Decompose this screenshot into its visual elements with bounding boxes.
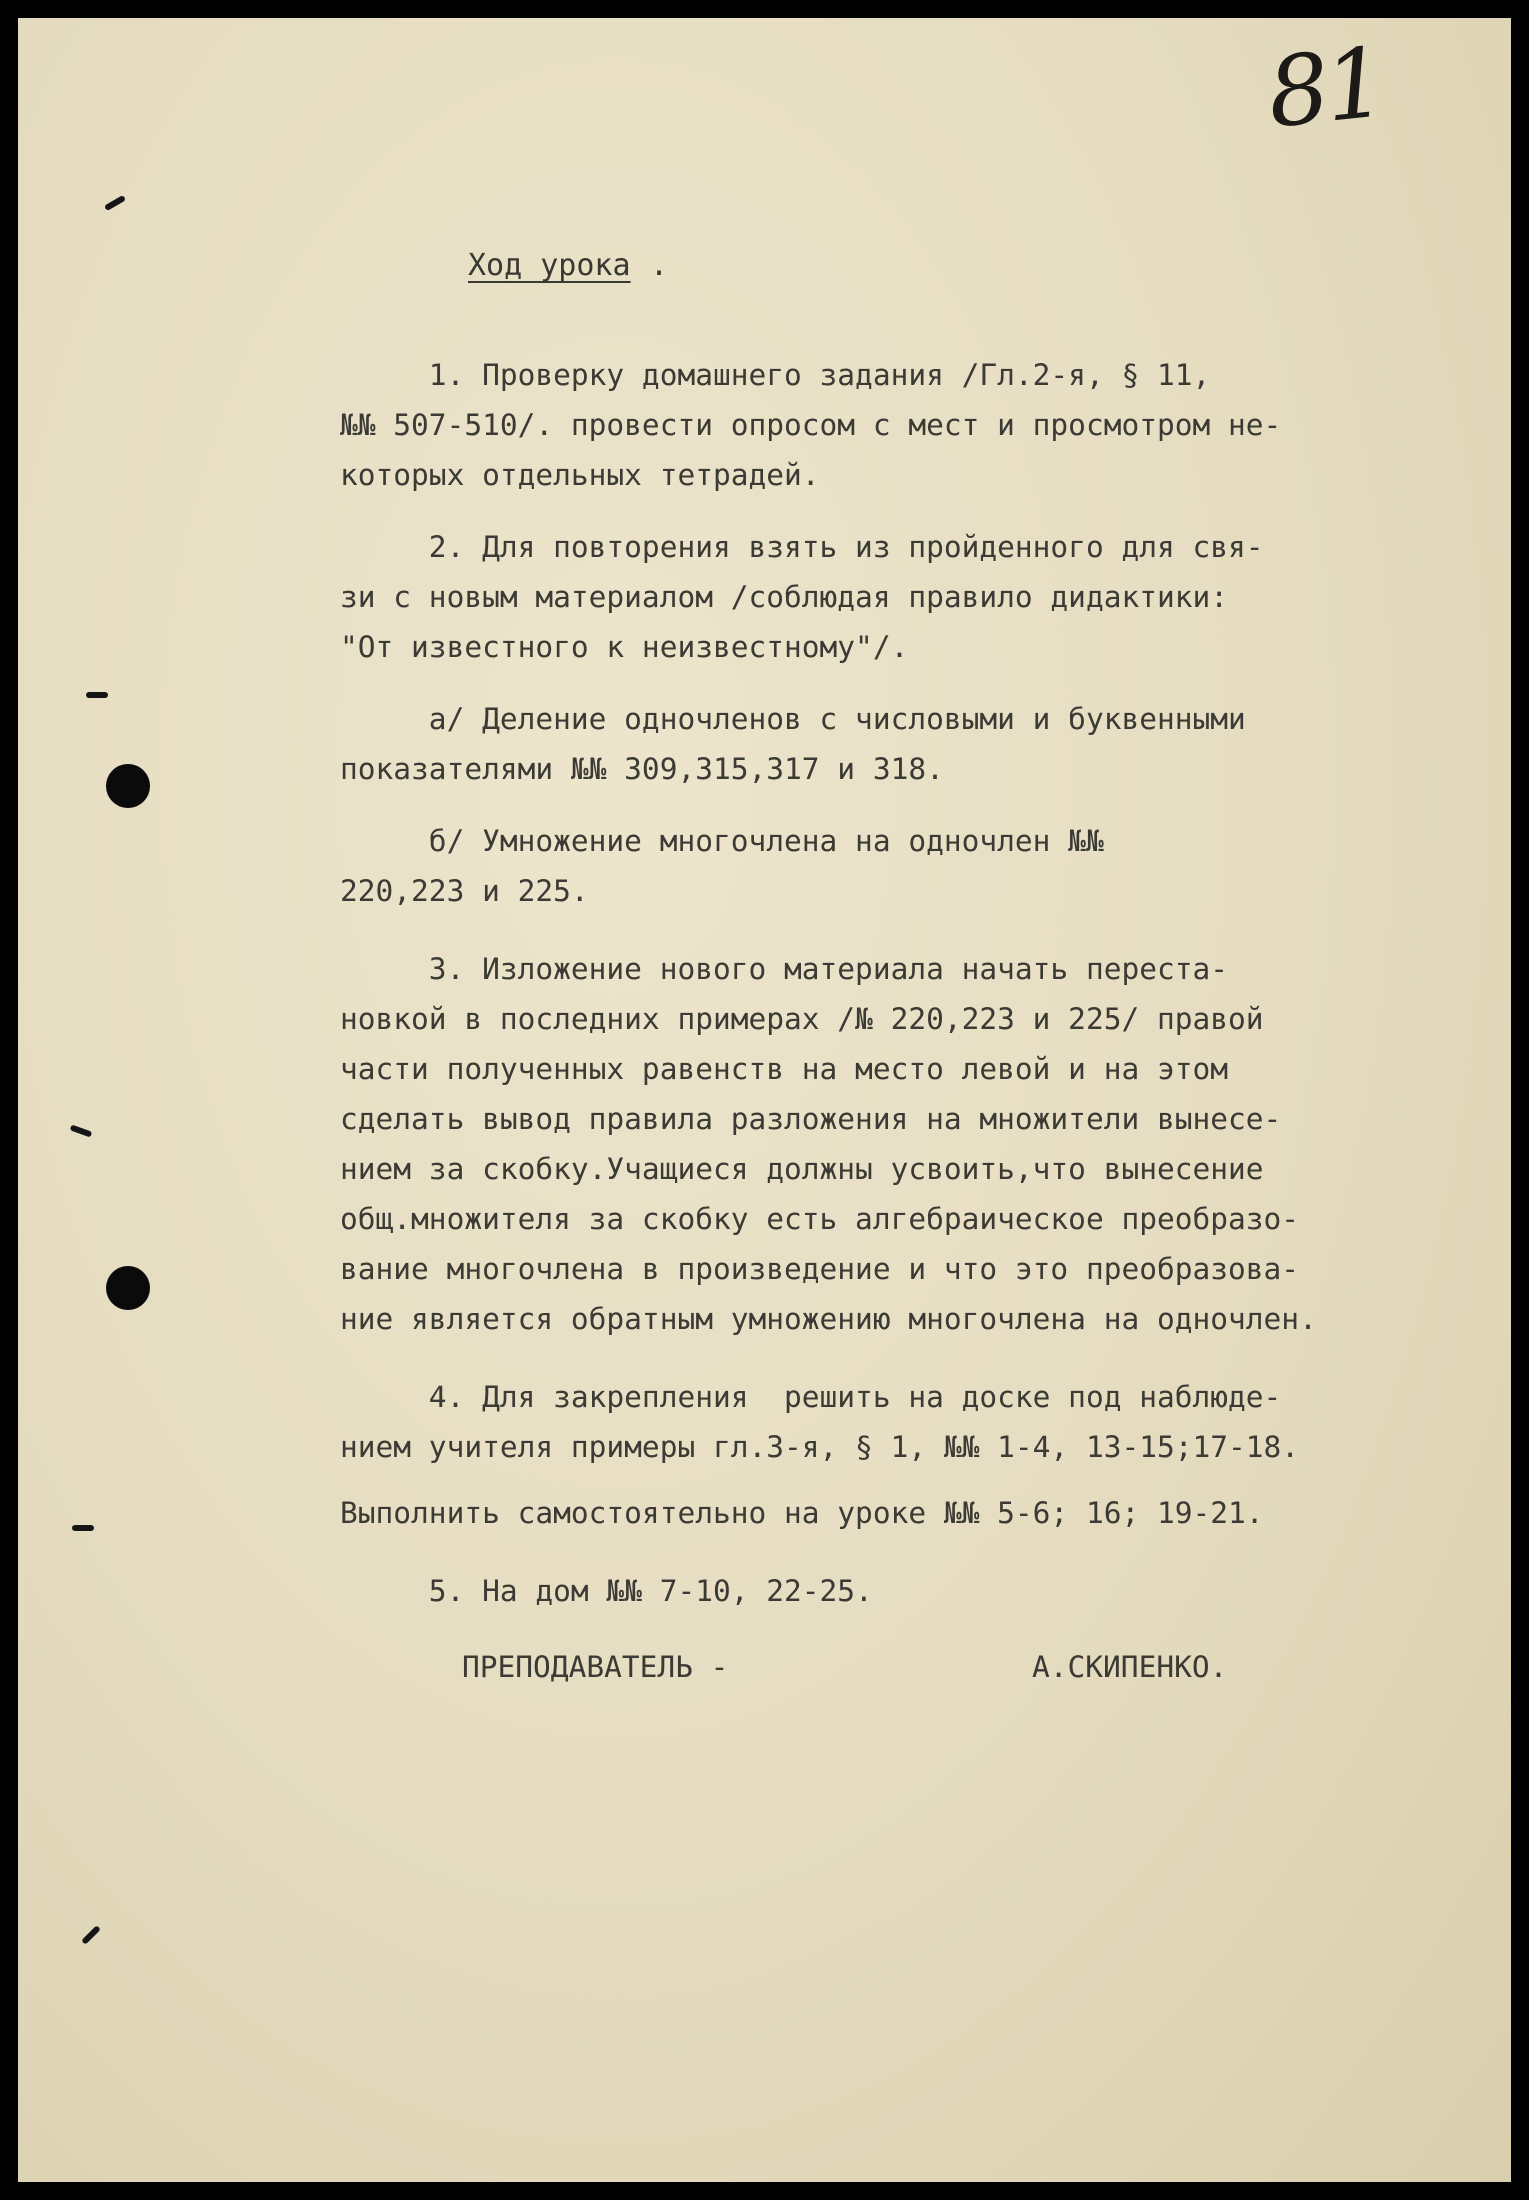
text-line: Выполнить самостоятельно на уроке №№ 5-6; 16; 19-21. (340, 1496, 1264, 1530)
text-line: 1. Проверку домашнего задания /Гл.2-я, § 11, (340, 358, 1211, 392)
signature-name: А.СКИПЕНКО. (1032, 1650, 1228, 1684)
text-line: которых отдельных тетрадей. (340, 458, 820, 492)
text-line: 220,223 и 225. (340, 874, 589, 908)
text-line: нием учителя примеры гл.3-я, § 1, №№ 1-4, 13-15;17-18. (340, 1430, 1300, 1464)
text-line: новкой в последних примерах /№ 220,223 и 225/ правой (340, 1002, 1264, 1036)
paragraph-5 (340, 1566, 1380, 1616)
handwritten-page-number: 81 (1262, 26, 1388, 150)
paragraph-2 (340, 522, 1380, 672)
paragraph-4 (340, 1372, 1380, 1538)
text-line: №№ 507-510/. провести опросом с мест и просмотром не- (340, 408, 1282, 442)
text-line: нием за скобку.Учащиеся должны усвоить,что вынесение (340, 1152, 1264, 1186)
text-line: 4. Для закрепления решить на доске под наблюде- (340, 1380, 1282, 1414)
text-line: части полученных равенств на место левой и на этом (340, 1052, 1229, 1086)
paragraph-1 (340, 350, 1380, 500)
document-title (468, 248, 631, 283)
paragraph-3 (340, 944, 1380, 1344)
text-line: 2. Для повторения взять из пройденного для свя- (340, 530, 1264, 564)
text-line: общ.множителя за скобку есть алгебраическое преобразо- (340, 1202, 1300, 1236)
text-line: 3. Изложение нового материала начать переста- (340, 952, 1229, 986)
text-line: а/ Деление одночленов с числовыми и буквенными (340, 702, 1246, 736)
text-line: "От известного к неизвестному"/. (340, 630, 909, 664)
edge-mark (72, 1525, 94, 1531)
text-line: сделать вывод правила разложения на множители вынесе- (340, 1102, 1282, 1136)
text-line: 5. На дом №№ 7-10, 22-25. (340, 1574, 873, 1608)
punch-hole-top (106, 764, 150, 808)
paragraph-2a (340, 694, 1380, 794)
document-body (340, 350, 1380, 1616)
text-line: показателями №№ 309,315,317 и 318. (340, 752, 944, 786)
title-text: Ход урока (468, 248, 631, 283)
text-line: б/ Умножение многочлена на одночлен №№ (340, 824, 1104, 858)
edge-mark (86, 692, 108, 698)
text-line: вание многочлена в произведение и что это преобразова- (340, 1252, 1300, 1286)
punch-hole-bottom (106, 1266, 150, 1310)
title-period: . (650, 248, 669, 283)
signature-role: ПРЕПОДАВАТЕЛЬ - (462, 1650, 729, 1684)
text-line: зи с новым материалом /соблюдая правило дидактики: (340, 580, 1229, 614)
text-line: ние является обратным умножению многочлена на одночлен. (340, 1302, 1317, 1336)
paragraph-2b (340, 816, 1380, 916)
